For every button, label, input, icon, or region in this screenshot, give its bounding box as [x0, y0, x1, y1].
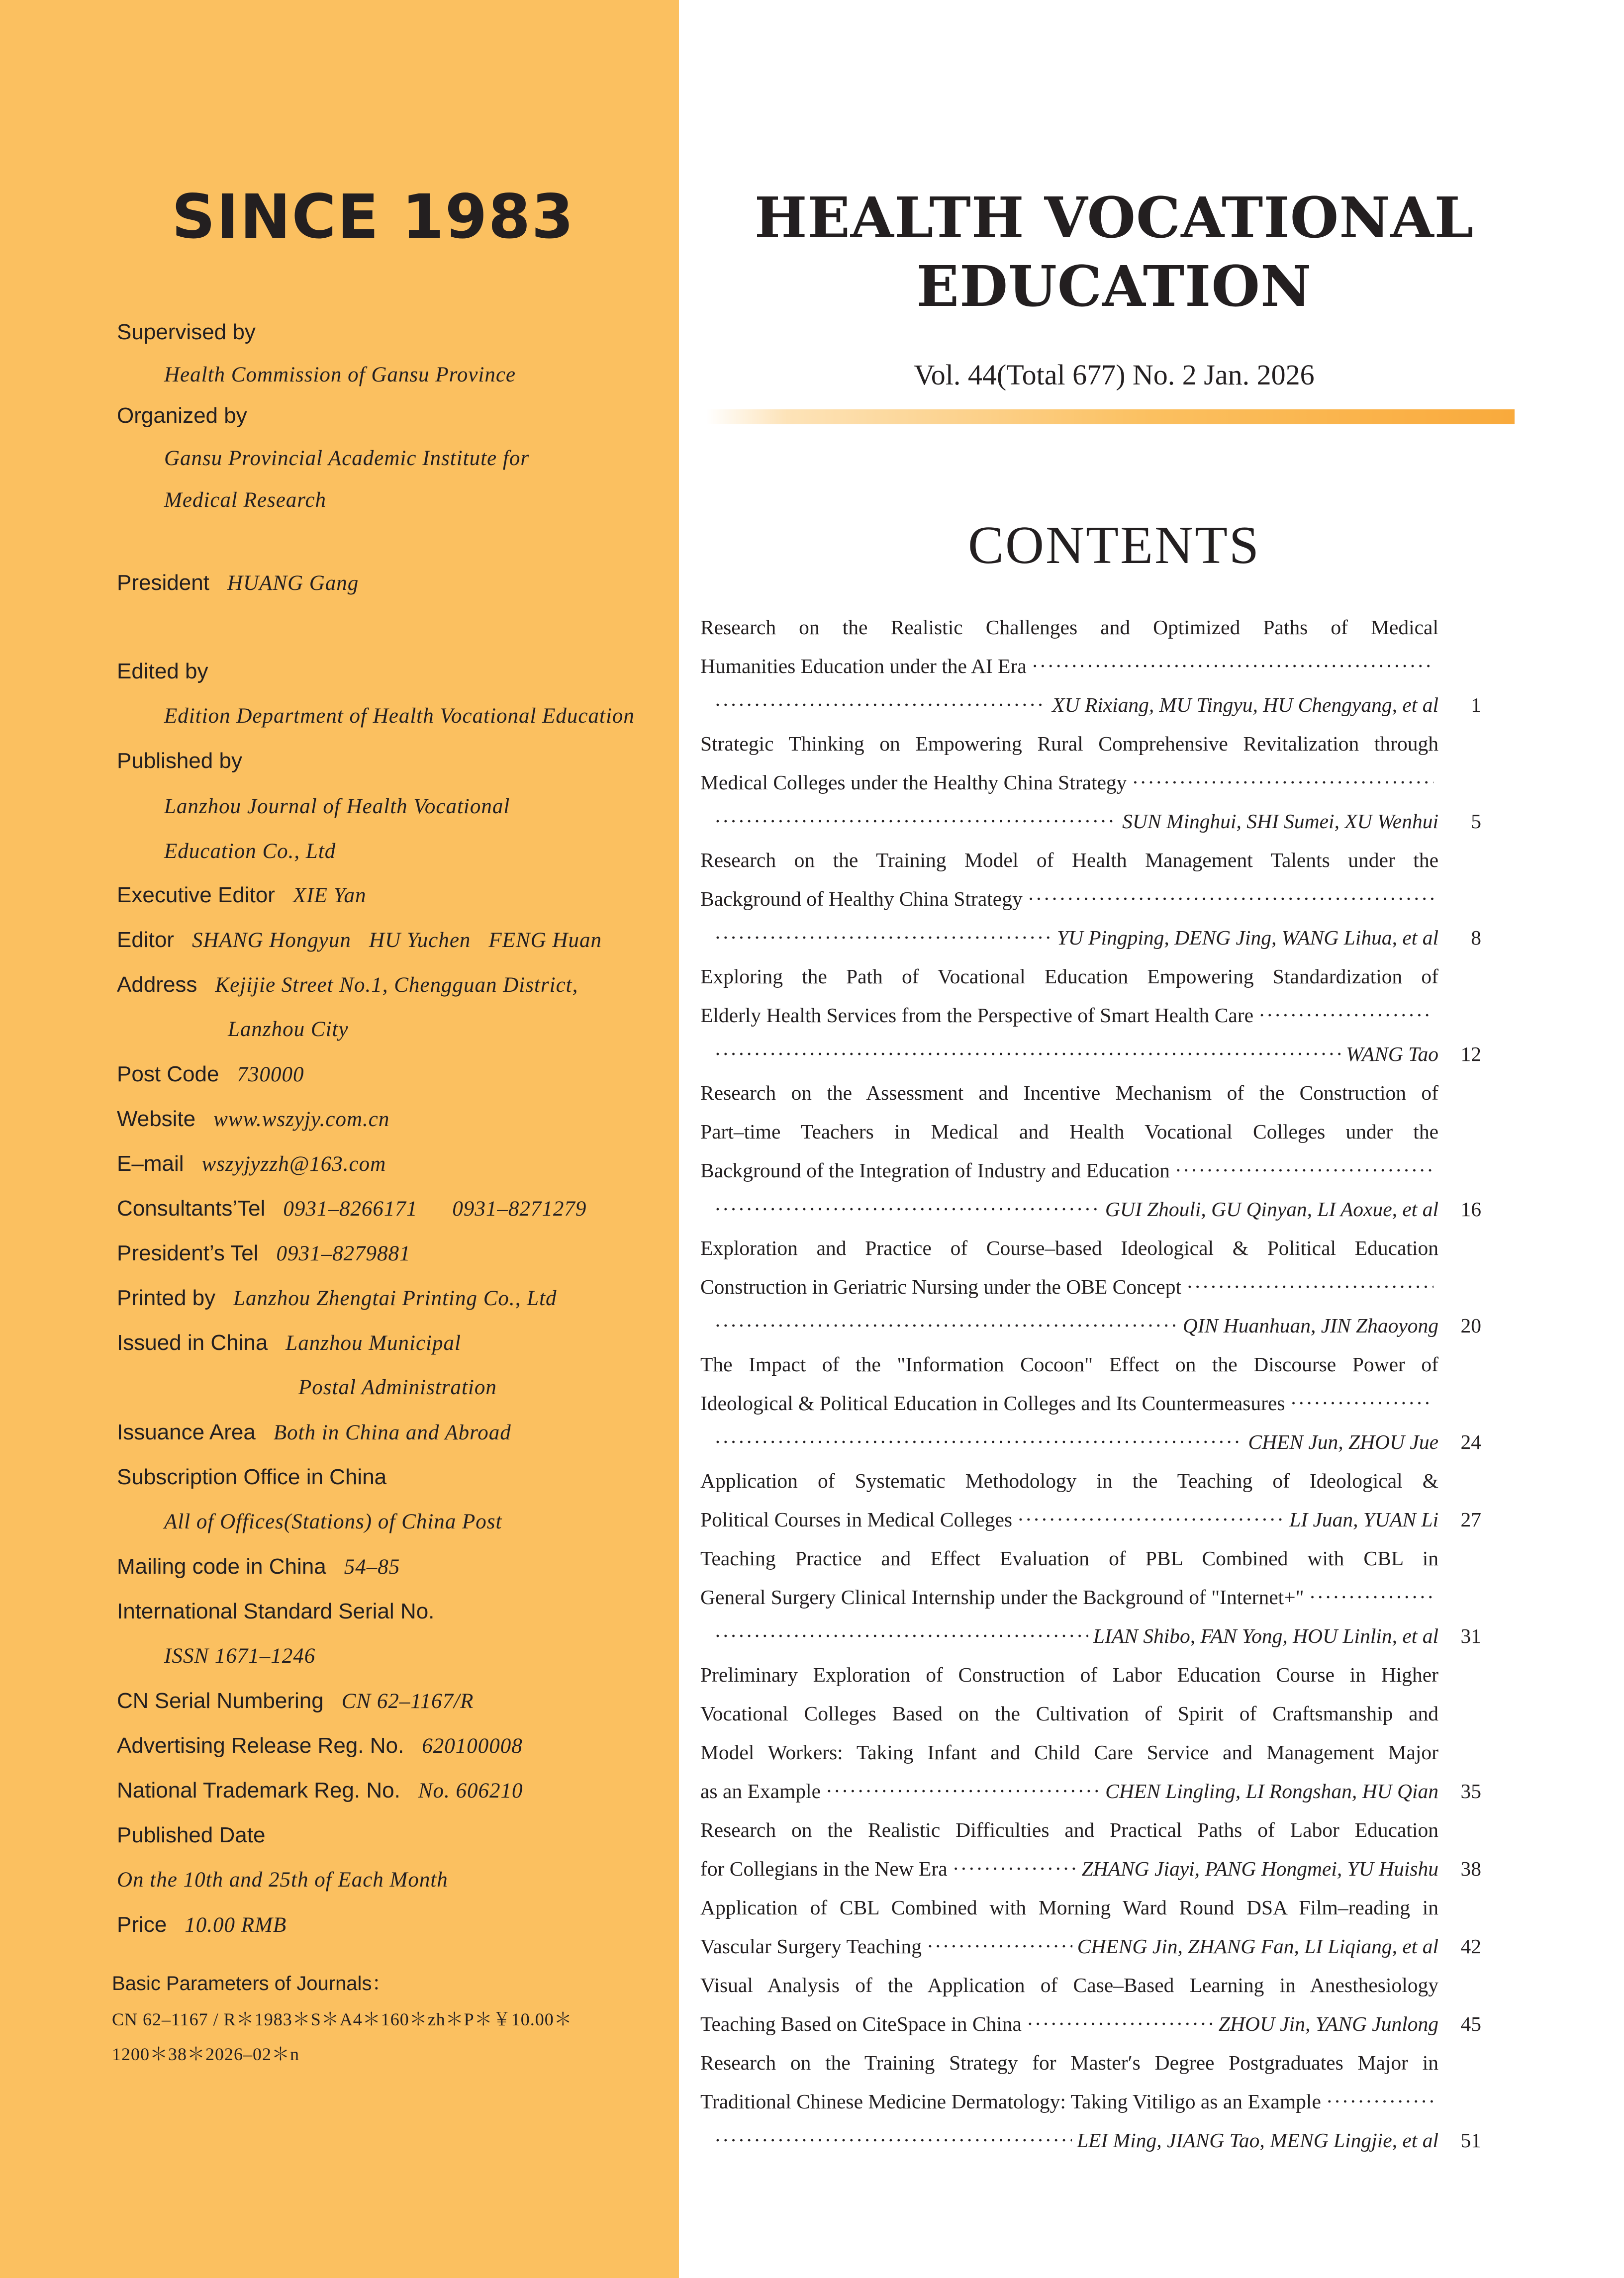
cn-value: CN 62–1167/R	[341, 1690, 474, 1713]
toc-entry-authors: ZHANG Jiayi, PANG Hongmei, YU Huishu	[1081, 1857, 1438, 1880]
toc-entry-authors: CHENG Jin, ZHANG Fan, LI Liqiang, et al	[1077, 1935, 1438, 1958]
toc-entry-title-line: Application of Systematic Methodology in the Teaching of Ideological &	[700, 1469, 1438, 1492]
toc-entry-title-text: as an Example	[700, 1780, 821, 1803]
edited-label: Edited by	[117, 659, 208, 683]
toc-entry-page-number: 38	[1460, 1857, 1481, 1880]
editor-name-2: HU Yuchen	[369, 929, 471, 952]
president-row	[117, 572, 359, 594]
toc-entry[interactable]	[700, 1810, 1481, 1888]
toc-entry[interactable]	[700, 1073, 1481, 1229]
toc-entry-title-line: The Impact of the "Information Cocoon" Effect on the Discourse Power of	[700, 1353, 1438, 1376]
basic-params-line-2: 1200＊38＊2026–02＊n	[112, 2044, 300, 2064]
toc-entry-title-line: Research on the Training Model of Health Management Talents under the	[700, 849, 1438, 871]
organized-label: Organized by	[117, 403, 247, 428]
leader-dots	[1028, 879, 1433, 918]
editor-label: Editor	[117, 928, 174, 952]
cn-label: CN Serial Numbering	[117, 1689, 324, 1713]
leader-dots	[953, 1849, 1077, 1888]
toc-entry[interactable]	[700, 608, 1481, 724]
toc-entry[interactable]	[700, 1229, 1481, 1345]
toc-entry-title-line	[700, 1927, 1438, 1966]
toc-entry[interactable]	[700, 1539, 1481, 1655]
cn-row	[117, 1690, 474, 1712]
organized-value-1: Gansu Provincial Academic Institute for	[164, 447, 530, 470]
issued-label: Issued in China	[117, 1330, 268, 1355]
mailing-row	[117, 1556, 400, 1578]
address-label: Address	[117, 972, 197, 997]
toc-entry-title-line	[700, 996, 1438, 1035]
toc-entry-page-number: 42	[1460, 1935, 1481, 1958]
toc-entry-authors: ZHOU Jin, YANG Junlong	[1218, 2012, 1438, 2035]
leader-dots	[1175, 1151, 1433, 1190]
toc-entry-title-text: Background of the Integration of Industry and Education	[700, 1159, 1170, 1182]
printed-value: Lanzhou Zhengtai Printing Co., Ltd	[233, 1287, 557, 1310]
issuance-row	[117, 1422, 511, 1443]
leader-dots	[1186, 1267, 1433, 1306]
leader-dots	[714, 1423, 1243, 1461]
toc-entry-authors: WANG Tao	[1346, 1043, 1438, 1065]
toc-entry-author-line	[700, 1035, 1438, 1073]
leader-dots	[714, 802, 1117, 841]
toc-entry-title-text: Construction in Geriatric Nursing under the OBE Concept	[700, 1275, 1181, 1298]
toc-entry-title-text: Medical Colleges under the Healthy China Strategy	[700, 771, 1127, 794]
toc-entry-title-line: Strategic Thinking on Empowering Rural Comprehensive Revitalization through	[700, 732, 1438, 755]
exec-editor-value: XIE Yan	[292, 884, 367, 907]
postcode-value: 730000	[237, 1063, 304, 1086]
toc-entry-title-line: Teaching Practice and Effect Evaluation of PBL Combined with CBL in	[700, 1547, 1438, 1570]
toc-entry-authors: LI Juan, YUAN Li	[1289, 1508, 1438, 1531]
email-label: E–mail	[117, 1151, 184, 1176]
subscription-value: All of Offices(Stations) of China Post	[164, 1510, 502, 1533]
email-row	[117, 1153, 386, 1175]
leader-dots	[714, 1035, 1341, 1073]
toc-entry-title-text: Elderly Health Services from the Perspective of Smart Health Care	[700, 1004, 1254, 1027]
mailing-value: 54–85	[344, 1555, 400, 1579]
advert-label: Advertising Release Reg. No.	[117, 1733, 404, 1758]
toc-entry-title-line	[700, 879, 1438, 918]
leader-dots	[1290, 1384, 1433, 1423]
toc-entry-author-line	[700, 685, 1438, 724]
consultants-tel-2: 0931–8271279	[452, 1197, 587, 1221]
toc-entry-authors: CHEN Lingling, LI Rongshan, HU Qian	[1105, 1780, 1438, 1803]
toc-entry-authors: QIN Huanhuan, JIN Zhaoyong	[1182, 1314, 1438, 1337]
toc-entry-title-text: Traditional Chinese Medicine Dermatology: Taking Vitiligo as an Example	[700, 2090, 1321, 2113]
toc-entry-title-line	[700, 2082, 1438, 2121]
toc-entry-author-line	[700, 1306, 1438, 1345]
consultants-label: Consultants’Tel	[117, 1196, 266, 1221]
toc-entry-title-line	[700, 1772, 1438, 1810]
supervised-value: Health Commission of Gansu Province	[164, 363, 516, 386]
leader-dots	[714, 685, 1047, 724]
toc-entry-title-text: for Collegians in the New Era	[700, 1857, 948, 1880]
toc-entry[interactable]	[700, 841, 1481, 957]
consultants-row	[117, 1198, 586, 1220]
toc-entry-page-number: 24	[1460, 1430, 1481, 1453]
contents-heading: CONTENTS	[968, 516, 1260, 575]
issued-row	[117, 1332, 461, 1354]
toc-entry-title-text: Humanities Education under the AI Era	[700, 655, 1027, 677]
trademark-value: No. 606210	[418, 1779, 523, 1803]
toc-entry-title-line	[700, 1384, 1438, 1423]
toc-entry-authors: CHEN Jun, ZHOU Jue	[1248, 1430, 1438, 1453]
published-value-1: Lanzhou Journal of Health Vocational	[164, 795, 510, 818]
toc-entry-page-number: 27	[1460, 1508, 1481, 1531]
issued-value-2: Postal Administration	[298, 1376, 497, 1399]
website-value: www.wszyjy.com.cn	[213, 1108, 390, 1131]
issn-value: ISSN 1671–1246	[164, 1644, 316, 1668]
toc-entry-title-line: Exploration and Practice of Course–based Ideological & Political Education	[700, 1236, 1438, 1259]
toc-entry[interactable]	[700, 724, 1481, 841]
toc-entry-title-line: Exploring the Path of Vocational Education Empowering Standardization of	[700, 965, 1438, 988]
advert-row	[117, 1735, 523, 1757]
toc-entry-title-line: Model Workers: Taking Infant and Child Care Service and Management Major	[700, 1741, 1438, 1764]
toc-entry-title-line: Research on the Training Strategy for Master′s Degree Postgraduates Major in	[700, 2051, 1438, 2074]
organized-value-2: Medical Research	[164, 488, 327, 512]
address-value-2: Lanzhou City	[228, 1018, 349, 1041]
toc-entry-title-text: Vascular Surgery Teaching	[700, 1935, 922, 1958]
price-value: 10.00 RMB	[185, 1913, 287, 1937]
address-row	[117, 974, 578, 996]
email-value: wszyjyzzh@163.com	[201, 1152, 386, 1176]
toc-entry-title-line: Research on the Realistic Difficulties and Practical Paths of Labor Education	[700, 1818, 1438, 1841]
leader-dots	[1017, 1500, 1284, 1539]
printed-label: Printed by	[117, 1286, 216, 1310]
toc-entry-title-line	[700, 1578, 1438, 1616]
exec-editor-label: Executive Editor	[117, 883, 275, 907]
toc-entry-title-line	[700, 647, 1438, 685]
journal-title-line-1: HEALTH VOCATIONAL	[754, 186, 1474, 251]
toc-entry[interactable]	[700, 2043, 1481, 2160]
trademark-label: National Trademark Reg. No.	[117, 1778, 400, 1803]
editor-name-1: SHANG Hongyun	[191, 929, 351, 952]
basic-params-label: Basic Parameters of Journals：	[112, 1973, 392, 1994]
toc-entry-title-line: Preliminary Exploration of Construction of Labor Education Course in Higher	[700, 1663, 1438, 1686]
consultants-tel-1: 0931–8266171	[283, 1197, 418, 1221]
toc-entry-title-line: Application of CBL Combined with Morning Ward Round DSA Film–reading in	[700, 1896, 1438, 1919]
toc-entry-page-number: 20	[1460, 1314, 1481, 1337]
edited-value: Edition Department of Health Vocational Education	[164, 704, 635, 728]
toc-entry-title-line: Visual Analysis of the Application of Case–Based Learning in Anesthesiology	[700, 1974, 1438, 1996]
leader-dots	[1032, 647, 1433, 685]
toc-entry[interactable]	[700, 1655, 1481, 1810]
exec-editor-row	[117, 884, 367, 906]
subscription-label: Subscription Office in China	[117, 1465, 387, 1489]
toc-entry-page-number: 16	[1460, 1198, 1481, 1221]
toc-entry[interactable]	[700, 1461, 1481, 1539]
toc-entry-authors: LIAN Shibo, FAN Yong, HOU Linlin, et al	[1093, 1624, 1438, 1647]
leader-dots	[826, 1772, 1100, 1810]
address-value-1: Kejijie Street No.1, Chengguan District,	[215, 973, 578, 997]
published-value-2: Education Co., Ltd	[164, 840, 336, 863]
printed-row	[117, 1287, 557, 1309]
toc-entry-title-line	[700, 2004, 1438, 2043]
toc-entry[interactable]	[700, 1966, 1481, 2043]
issue-info: Vol. 44(Total 677) No. 2 Jan. 2026	[914, 359, 1315, 391]
journal-title-line-2: EDUCATION	[916, 254, 1312, 319]
pubdate-value: On the 10th and 25th of Each Month	[117, 1868, 448, 1892]
toc-entry-authors: YU Pingping, DENG Jing, WANG Lihua, et al	[1056, 926, 1438, 949]
advert-value: 620100008	[422, 1734, 523, 1758]
toc-entry[interactable]	[700, 1345, 1481, 1461]
toc-entry-title-line	[700, 1267, 1438, 1306]
toc-entry-title-text: Teaching Based on CiteSpace in China	[700, 2012, 1022, 2035]
leader-dots	[927, 1927, 1072, 1966]
toc-entry-page-number: 8	[1471, 926, 1481, 949]
toc-entry-authors: GUI Zhouli, GU Qinyan, LI Aoxue, et al	[1105, 1198, 1438, 1221]
since-heading: SINCE 1983	[172, 182, 575, 252]
president-tel-value: 0931–8279881	[276, 1242, 411, 1265]
toc-entry-title-text: Political Courses in Medical Colleges	[700, 1508, 1013, 1531]
toc-entry[interactable]	[700, 1888, 1481, 1966]
toc-entry-title-line	[700, 1849, 1438, 1888]
toc-entry-page-number: 1	[1471, 693, 1481, 716]
leader-dots	[714, 2121, 1072, 2160]
toc-entry-title-text: General Surgery Clinical Internship under the Background of "Internet+"	[700, 1586, 1304, 1609]
table-of-contents	[700, 608, 1481, 2160]
toc-entry-page-number: 5	[1471, 810, 1481, 833]
editor-name-3: FENG Huan	[488, 929, 602, 952]
toc-entry-title-line	[700, 1500, 1438, 1539]
toc-entry-title-line: Research on the Assessment and Incentive Mechanism of the Construction of	[700, 1081, 1438, 1104]
toc-entry-author-line	[700, 1423, 1438, 1461]
toc-entry-authors: LEI Ming, JIANG Tao, MENG Lingjie, et al	[1077, 2129, 1438, 2152]
toc-entry-title-line	[700, 1151, 1438, 1190]
toc-entry-page-number: 35	[1460, 1780, 1481, 1803]
president-tel-row	[117, 1242, 411, 1264]
postcode-label: Post Code	[117, 1062, 219, 1086]
leader-dots	[1132, 763, 1433, 802]
toc-entry-author-line	[700, 918, 1438, 957]
leader-dots	[714, 1190, 1100, 1229]
masthead-sidebar	[0, 0, 679, 2278]
leader-dots	[1309, 1578, 1433, 1616]
toc-entry-author-line	[700, 2121, 1438, 2160]
toc-entry-page-number: 31	[1460, 1624, 1481, 1647]
journal-title	[706, 184, 1522, 321]
price-label: Price	[117, 1912, 167, 1937]
issuance-label: Issuance Area	[117, 1420, 256, 1444]
website-label: Website	[117, 1107, 196, 1131]
issn-label: International Standard Serial No.	[117, 1599, 435, 1623]
toc-entry-author-line	[700, 802, 1438, 841]
trademark-row	[117, 1780, 523, 1802]
pubdate-label: Published Date	[117, 1823, 266, 1847]
toc-entry-page-number: 12	[1460, 1043, 1481, 1065]
president-tel-label: President’s Tel	[117, 1241, 259, 1265]
toc-entry-authors: XU Rixiang, MU Tingyu, HU Chengyang, et al	[1052, 693, 1438, 716]
editor-row	[117, 929, 602, 951]
president-label: President	[117, 570, 209, 595]
toc-entry-author-line	[700, 1190, 1438, 1229]
issuance-value: Both in China and Abroad	[273, 1421, 511, 1444]
published-label: Published by	[117, 749, 242, 773]
leader-dots	[1258, 996, 1433, 1035]
decorative-gradient-rule	[706, 409, 1515, 424]
leader-dots	[714, 1616, 1088, 1655]
supervised-label: Supervised by	[117, 320, 256, 344]
leader-dots	[714, 1306, 1178, 1345]
toc-entry-page-number: 45	[1460, 2012, 1481, 2035]
toc-entry-title-text: Ideological & Political Education in Colleges and Its Countermeasures	[700, 1392, 1285, 1415]
price-row	[117, 1914, 287, 1936]
toc-entry-title-line: Research on the Realistic Challenges and Optimized Paths of Medical	[700, 616, 1438, 639]
toc-entry-title-line	[700, 763, 1438, 802]
toc-entry-title-line: Vocational Colleges Based on the Cultivation of Spirit of Craftsmanship and	[700, 1702, 1438, 1725]
mailing-label: Mailing code in China	[117, 1554, 326, 1579]
leader-dots	[1326, 2082, 1433, 2121]
leader-dots	[1027, 2004, 1214, 2043]
leader-dots	[714, 918, 1052, 957]
toc-entry-authors: SUN Minghui, SHI Sumei, XU Wenhui	[1122, 810, 1438, 833]
toc-entry-author-line	[700, 1616, 1438, 1655]
toc-entry-title-line: Part–time Teachers in Medical and Health Vocational Colleges under the	[700, 1120, 1438, 1143]
toc-entry[interactable]	[700, 957, 1481, 1073]
toc-entry-page-number: 51	[1460, 2129, 1481, 2152]
postcode-row	[117, 1063, 304, 1085]
toc-entry-title-text: Background of Healthy China Strategy	[700, 887, 1023, 910]
basic-params-line-1: CN 62–1167 / R＊1983＊S＊A4＊160＊zh＊P＊￥10.00＊	[112, 2009, 573, 2029]
president-value: HUANG Gang	[227, 571, 359, 595]
issued-value-1: Lanzhou Municipal	[286, 1331, 461, 1355]
website-row	[117, 1108, 389, 1130]
